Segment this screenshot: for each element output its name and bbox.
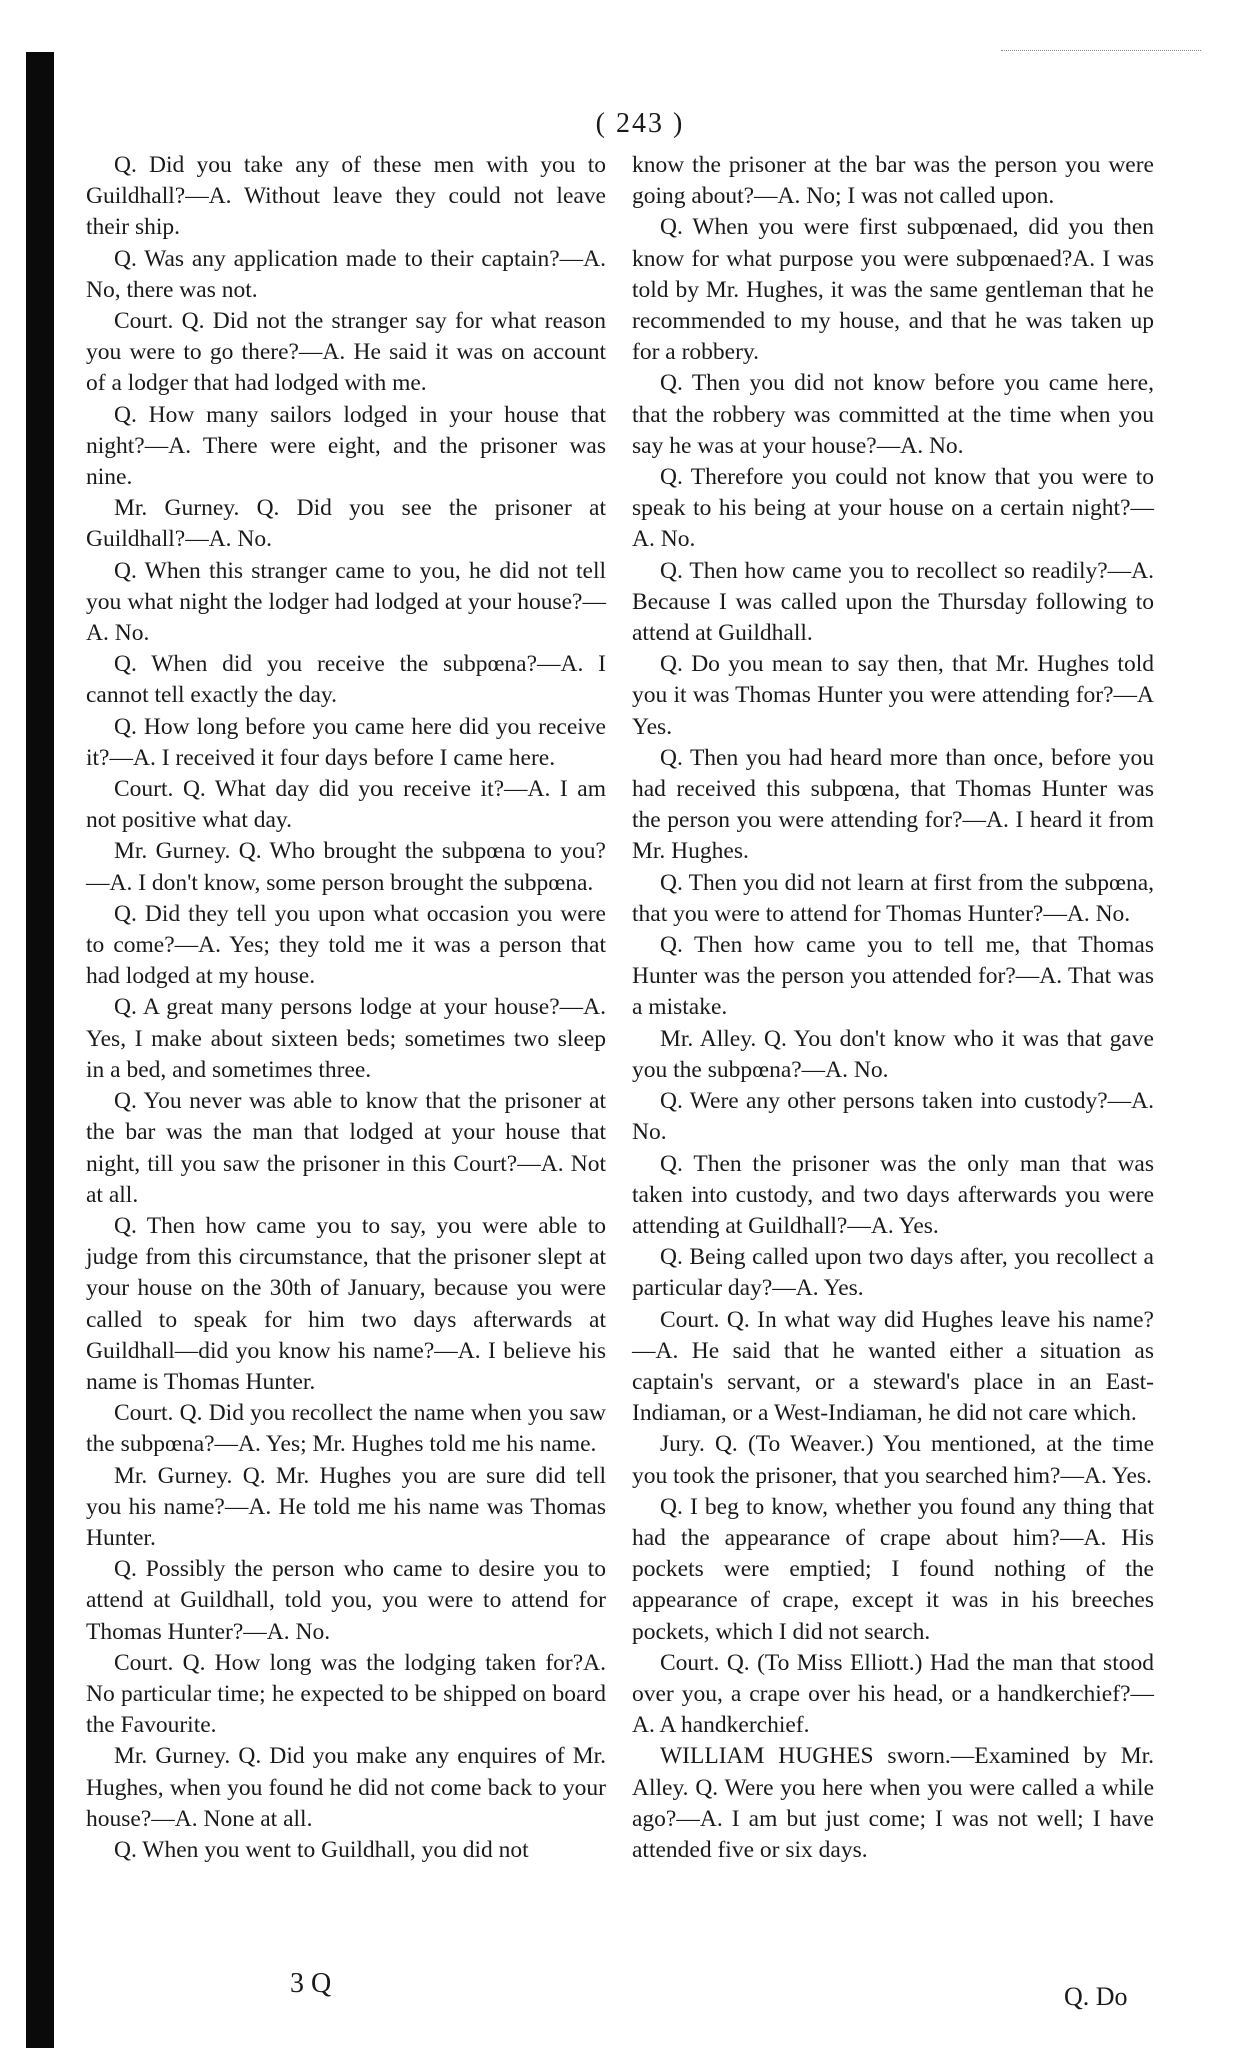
paragraph: Q. Do you mean to say then, that Mr. Hughes told you it was Thomas Hunter you were attending for?—A Yes. <box>632 651 1154 740</box>
paragraph: Q. When you were first subpœnaed, did you then know for what purpose you were subpœnaed?A. I was told by Mr. Hughes, it was the same gentleman that he recommended to my house, and that he was taken up for a robbery. <box>632 214 1154 366</box>
paragraph: Q. Then you did not know before you came here, that the robbery was committed at the time when you say he was at your house?—A. No. <box>632 370 1154 459</box>
paragraph: Q. Being called upon two days after, you recollect a particular day?—A. Yes. <box>632 1244 1154 1302</box>
paragraph: Q. Did they tell you upon what occasion you were to come?—A. Yes; they told me it was a person that had lodged at my house. <box>86 900 606 990</box>
paragraph: Court. Q. How long was the lodging taken for?A. No particular time; he expected to be shipped on board the Favourite. <box>86 1649 606 1739</box>
right-column <box>632 150 1154 1866</box>
page-number: ( 243 ) <box>595 108 685 139</box>
paragraph: Q. Then how came you to tell me, that Thomas Hunter was the person you attended for?—A. That was a mistake. <box>632 932 1154 1021</box>
catchword: Q. Do <box>1064 1982 1128 2011</box>
paragraph: Q. When did you receive the subpœna?—A. I cannot tell exactly the day. <box>86 651 606 709</box>
paragraph: Jury. Q. (To Weaver.) You mentioned, at the time you took the prisoner, that you searched him?—A. Yes. <box>632 1431 1154 1489</box>
paragraph: Court. Q. Did not the stranger say for what reason you were to go there?—A. He said it was on account of a lodger that had lodged with me. <box>86 308 606 397</box>
paragraph: Mr. Gurney. Q. Did you make any enquires of Mr. Hughes, when you found he did not come back to your house?—A. None at all. <box>86 1743 606 1832</box>
paragraph: Q. You never was able to know that the prisoner at the bar was the man that lodged at your house that night, till you saw the prisoner in this Court?—A. Not at all. <box>86 1088 606 1208</box>
paragraph: Q. Then you had heard more than once, before you had received this subpœna, that Thomas Hunter was the person you were attending for?—A. I heard it from Mr. Hughes. <box>632 744 1154 865</box>
paragraph: Q. Then how came you to recollect so readily?—A. Because I was called upon the Thursday following to attend at Guildhall. <box>632 557 1154 647</box>
paragraph: Q. Were any other persons taken into custody?—A. No. <box>632 1088 1154 1146</box>
left-column <box>86 150 606 1866</box>
paragraph: Q. Therefore you could not know that you were to speak to his being at your house on a certain night?—A. No. <box>632 464 1154 553</box>
paragraph: Mr. Gurney. Q. Who brought the subpœna to you?—A. I don't know, some person brought the subpœna. <box>86 838 606 896</box>
paragraph: Court. Q. (To Miss Elliott.) Had the man that stood over you, a crape over his head, or a handkerchief?—A. A handkerchief. <box>632 1649 1154 1739</box>
margin-specks <box>1001 50 1201 55</box>
paragraph: Court. Q. In what way did Hughes leave his name?—A. He said that he wanted either a situation as captain's servant, or a steward's place in an East-Indiaman, or a West-Indiaman, he did not care which. <box>632 1306 1154 1427</box>
paragraph: Q. I beg to know, whether you found any thing that had the appearance of crape about him?—A. His pockets were emptied; I found nothing of the appearance of crape, except it was in his breeches pockets, which I did not search. <box>632 1493 1154 1645</box>
paragraph: Mr. Gurney. Q. Did you see the prisoner at Guildhall?—A. No. <box>86 495 606 553</box>
paragraph: Q. Possibly the person who came to desire you to attend at Guildhall, told you, you were to attend for Thomas Hunter?—A. No. <box>86 1556 606 1645</box>
paragraph: Q. Then you did not learn at first from the subpœna, that you were to attend for Thomas Hunter?—A. No. <box>632 869 1154 927</box>
paragraph: Q. Then how came you to say, you were able to judge from this circumstance, that the prisoner slept at your house on the 30th of January, because you were called to speak for him two days afterwards at Guildhall—did you know his name?—A. I believe his name is Thomas Hunter. <box>86 1212 606 1395</box>
paragraph: Q. A great many persons lodge at your house?—A. Yes, I make about sixteen beds; sometimes two sleep in a bed, and sometimes three. <box>86 994 606 1083</box>
paragraph: Court. Q. Did you recollect the name when you saw the subpœna?—A. Yes; Mr. Hughes told me his name. <box>86 1400 606 1458</box>
paragraph: Q. When this stranger came to you, he did not tell you what night the lodger had lodged at your house?—A. No. <box>86 557 606 647</box>
paragraph: know the prisoner at the bar was the person you were going about?—A. No; I was not called upon. <box>632 152 1154 210</box>
paragraph: Court. Q. What day did you receive it?—A. I am not positive what day. <box>86 776 606 834</box>
signature-mark: 3 Q <box>290 1968 332 1999</box>
paragraph: Mr. Alley. Q. You don't know who it was that gave you the subpœna?—A. No. <box>632 1025 1154 1083</box>
paragraph: Q. How many sailors lodged in your house that night?—A. There were eight, and the prisoner was nine. <box>86 401 606 491</box>
book-spine-shadow <box>26 52 54 2048</box>
paragraph: WILLIAM HUGHES sworn.—Examined by Mr. Alley. Q. Were you here when you were called a while ago?—A. I am but just come; I was not well; I have attended five or six days. <box>632 1743 1154 1863</box>
paragraph: Mr. Gurney. Q. Mr. Hughes you are sure did tell you his name?—A. He told me his name was Thomas Hunter. <box>86 1462 606 1551</box>
paragraph: Q. How long before you came here did you receive it?—A. I received it four days before I came here. <box>86 713 606 771</box>
paragraph: Q. When you went to Guildhall, you did not <box>114 1836 529 1863</box>
paragraph: Q. Then the prisoner was the only man that was taken into custody, and two days afterwards you were attending at Guildhall?—A. Yes. <box>632 1150 1154 1239</box>
paragraph: Q. Was any application made to their captain?—A. No, there was not. <box>86 245 606 303</box>
paragraph: Q. Did you take any of these men with you to Guildhall?—A. Without leave they could not leave their ship. <box>86 152 606 241</box>
